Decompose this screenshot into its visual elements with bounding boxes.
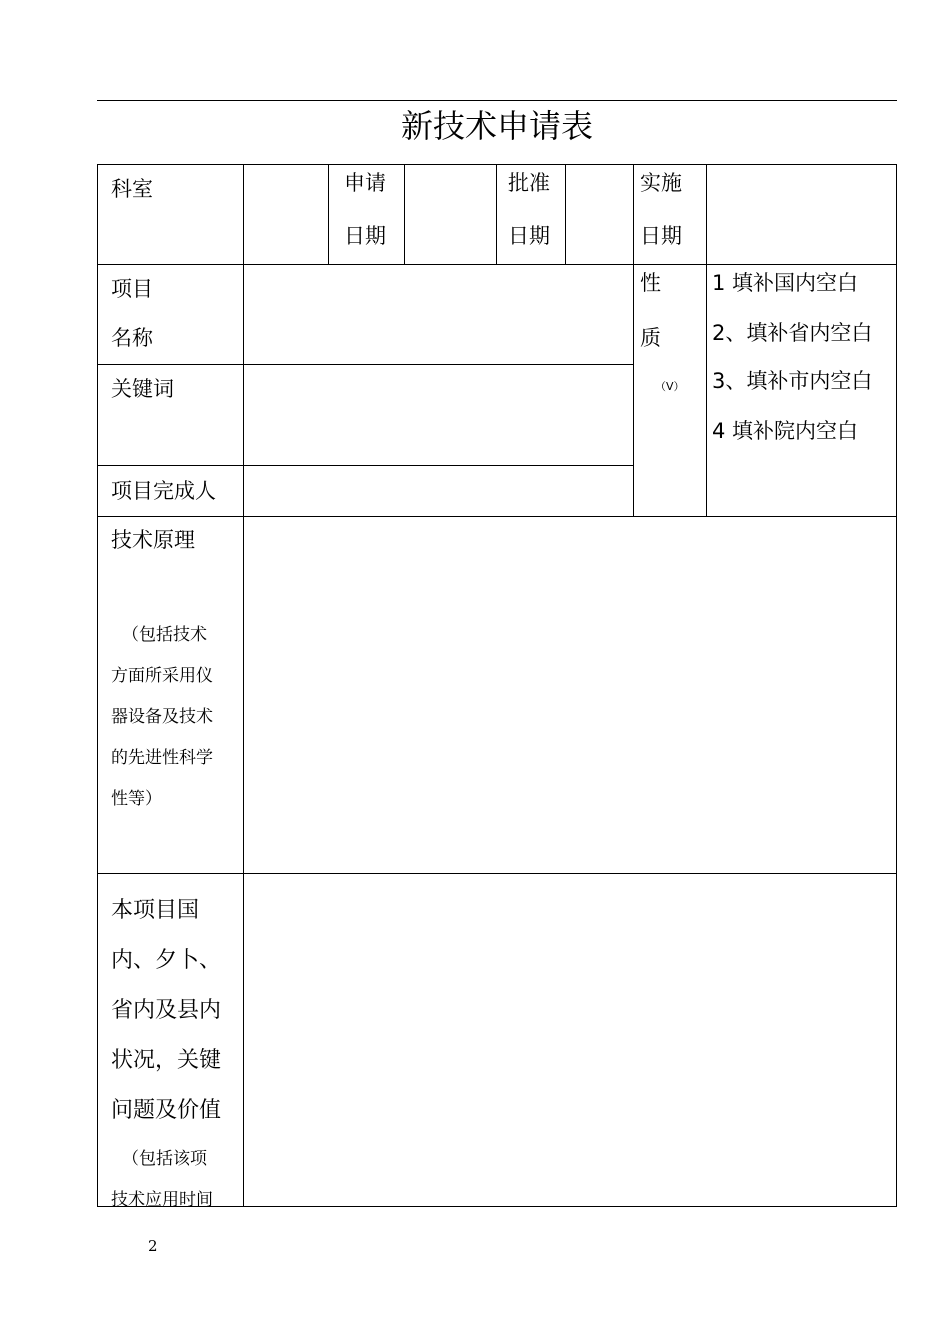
table-border-left (97, 164, 98, 1206)
status-note-line: （包括该项 (122, 1149, 207, 1169)
project-name-label-line2: 名称 (111, 326, 153, 350)
table-border-bottom (97, 1206, 897, 1207)
row-divider (97, 516, 897, 517)
impl-date-label-line1: 实施 (640, 171, 682, 195)
row-divider (97, 364, 633, 365)
dept-label: 科室 (111, 177, 153, 201)
status-label-line: 问题及价值 (111, 1098, 222, 1123)
nature-option: 4 填补院内空白 (712, 419, 859, 443)
column-divider (565, 164, 566, 264)
completer-label: 项目完成人 (111, 479, 216, 503)
principle-note-line: 器设备及技术 (111, 707, 213, 727)
table-border-top (97, 164, 897, 165)
apply-date-label-line1: 申请 (344, 171, 386, 195)
table-border-right (896, 164, 897, 1206)
status-label-line: 本项目国 (111, 898, 200, 923)
column-divider (404, 164, 405, 264)
impl-date-label-line2: 日期 (640, 224, 682, 248)
nature-label-line2: 质 (640, 326, 661, 350)
column-divider (328, 164, 329, 264)
column-divider (706, 164, 707, 516)
approve-date-label-line1: 批准 (508, 171, 550, 195)
nature-option: 1 填补国内空白 (712, 271, 859, 295)
status-label-line: 内、夕卜、 (111, 948, 222, 973)
label-column-divider (243, 164, 244, 1206)
row-divider (97, 873, 897, 874)
row-divider (97, 465, 633, 466)
principle-note-line: 的先进性科学 (111, 748, 213, 768)
principle-label: 技术原理 (111, 528, 195, 552)
approve-date-label-line2: 日期 (508, 224, 550, 248)
top-rule (97, 100, 897, 101)
column-divider (633, 164, 634, 516)
status-note-line: 技术应用时间 (111, 1190, 213, 1210)
nature-mark: （V） (655, 380, 685, 393)
nature-option: 2、填补省内空白 (712, 321, 873, 345)
page-number: 2 (148, 1237, 158, 1255)
nature-option: 3、填补市内空白 (712, 369, 873, 393)
row-divider (97, 264, 897, 265)
page-title: 新技术申请表 (400, 107, 593, 145)
project-name-label-line1: 项目 (111, 277, 153, 301)
apply-date-label-line2: 日期 (344, 224, 386, 248)
principle-note-line: 方面所采用仪 (111, 666, 213, 686)
nature-label-line1: 性 (640, 271, 661, 295)
keywords-label: 关键词 (111, 377, 174, 401)
status-label-line: 状况，关键 (111, 1048, 222, 1073)
principle-note-line: （包括技术 (122, 625, 207, 645)
column-divider (496, 164, 497, 264)
status-label-line: 省内及县内 (111, 998, 222, 1023)
principle-note-line: 性等） (111, 789, 162, 809)
